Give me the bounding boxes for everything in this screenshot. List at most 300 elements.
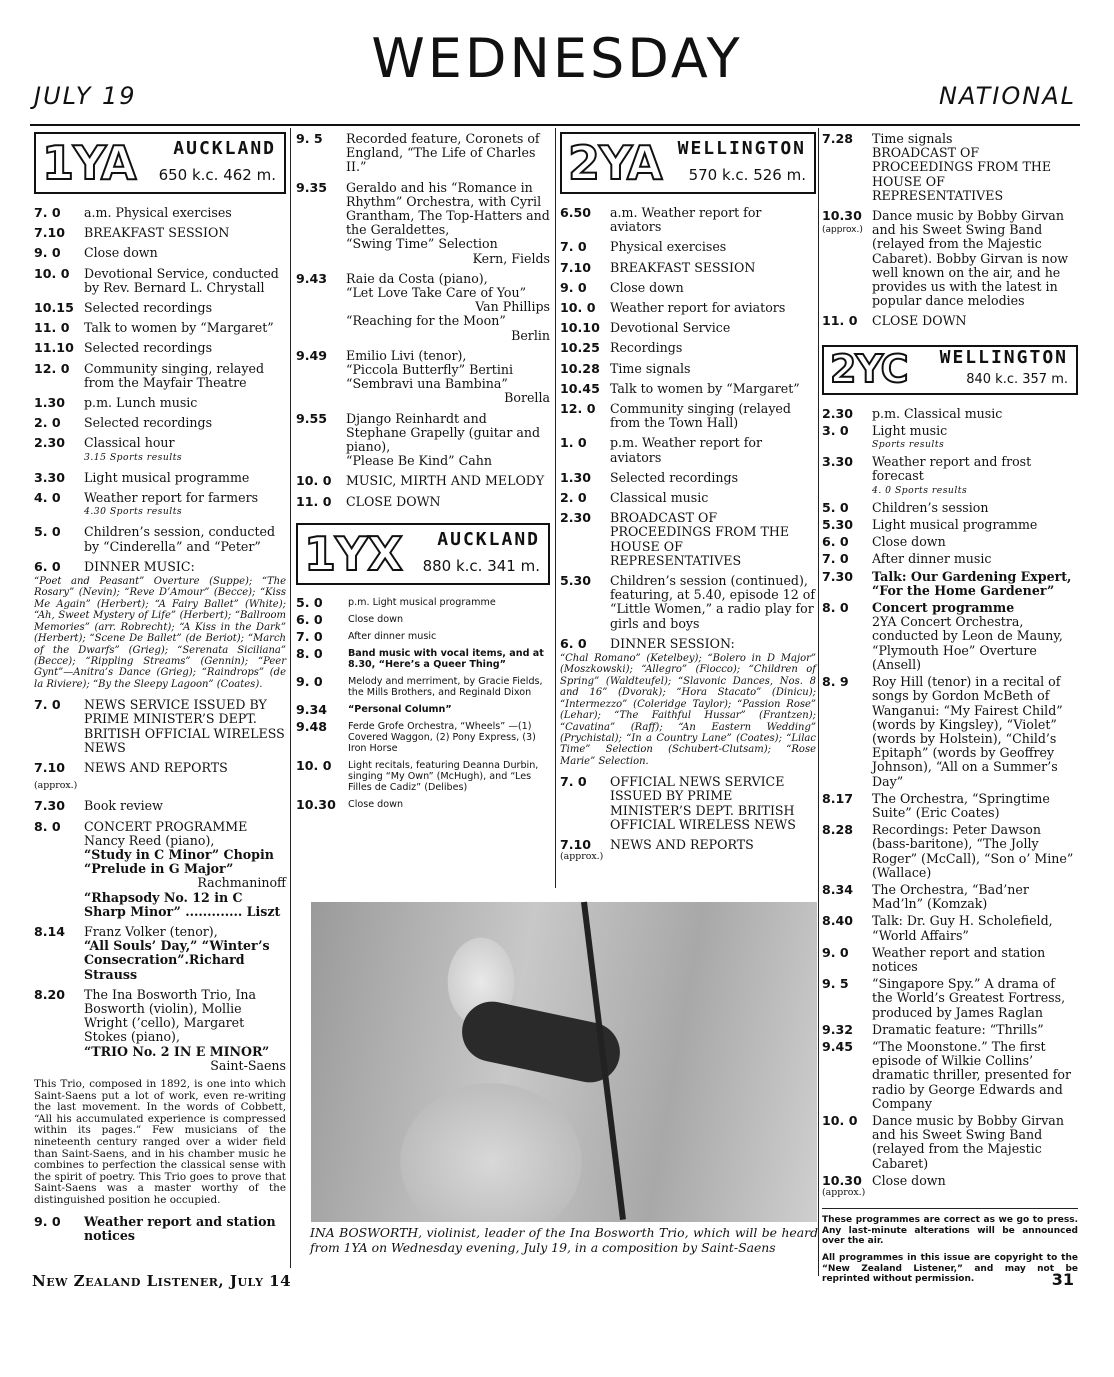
- column-rule: [555, 128, 556, 888]
- dinner-music-list: “Chal Romano” (Ketelbey); “Bolero in D Major” (Moszkowski); “Allegro” (Fiocco); “Children of Spring” (Waldteufel); “Slavonic Dances, Nos. 8 and 16” (Dvorak); “Hora Stacato” (Dinicu); “Intermezzo” (Coleridge Taylor); “Passion Rose” (Lehar); “The Faithful Hussar” (Frantzen); “Cavatina” (Raff); “An Eastern Wedding” (Prychistal); “In a Country Lane” (Coates); “Lilac Time” Selection (Schubert-Clutsam); “Rose Marie” Selection.: [560, 653, 816, 767]
- program-entry: [34, 761, 286, 775]
- station-frequency: 650 k.c. 462 m.: [158, 166, 276, 184]
- program-entry: [34, 820, 286, 919]
- program-entry: [34, 301, 286, 315]
- entry-time: 8. 0: [34, 818, 61, 834]
- entry-time: 7.10: [34, 759, 66, 775]
- entry-desc: Devotional Service, conducted by Rev. Bernard L. Chrystall: [84, 265, 279, 295]
- entry-time: 7.30: [34, 798, 66, 814]
- entry-desc: “Singapore Spy.” A drama of the World’s Greatest Fortress, produced by James Raglan: [872, 976, 1066, 1020]
- entry-time: 8.40: [822, 913, 854, 929]
- entry-work: “Swing Time” Selection: [346, 236, 498, 252]
- entry-desc: DINNER MUSIC:: [84, 558, 195, 574]
- program-entry: [822, 1114, 1078, 1171]
- column-rule: [290, 128, 291, 1268]
- program-entry: [822, 977, 1078, 1020]
- entry-time: 11. 0: [34, 320, 70, 336]
- entry-composer: Rachmaninoff: [197, 875, 286, 891]
- program-entry: [560, 775, 816, 832]
- entry-time: 8. 0: [296, 645, 323, 661]
- entry-time: 9. 0: [296, 673, 323, 689]
- entry-time: 10. 0: [34, 265, 70, 281]
- entry-desc: Community singing (relayed from the Town Hall): [610, 401, 791, 431]
- program-entry: [822, 823, 1078, 880]
- entry-time: 10.28: [560, 360, 600, 376]
- approx-label: (approx.): [560, 851, 604, 863]
- entry-time: 8. 0: [822, 600, 849, 616]
- entry-work: “Prelude in G Major”: [84, 861, 234, 877]
- entry-desc: Emilio Livi (tenor),: [346, 347, 467, 363]
- program-entry: [822, 455, 1078, 498]
- entry-time: 3. 0: [822, 422, 849, 438]
- station-2ya-box: [560, 132, 816, 194]
- entry-work: “Reaching for the Moon”: [346, 313, 506, 329]
- entry-desc: Talk to women by “Margaret”: [610, 380, 800, 396]
- entry-desc: p.m. Lunch music: [84, 395, 198, 411]
- station-logo: 1YX: [304, 526, 402, 581]
- program-entry: [296, 628, 550, 644]
- program-entry: [822, 883, 1078, 911]
- entry-performer: Nancy Reed (piano),: [84, 832, 215, 848]
- entry-composer: Van Phillips: [475, 299, 550, 315]
- entry-time: 9.49: [296, 347, 328, 363]
- program-entry: [822, 132, 1078, 203]
- entry-desc: Dramatic feature: “Thrills”: [872, 1021, 1044, 1037]
- entry-time: 9. 0: [34, 245, 61, 261]
- entry-desc: Devotional Service: [610, 320, 731, 336]
- program-entry: [560, 511, 816, 568]
- program-entry: [34, 321, 286, 335]
- entry-time: 8.14: [34, 923, 66, 939]
- program-entry: [822, 1040, 1078, 1111]
- entry-desc: Classical music: [610, 490, 709, 506]
- entry-time: 11. 0: [296, 493, 332, 509]
- entry-desc: a.m. Physical exercises: [84, 205, 232, 220]
- entry-desc: BREAKFAST SESSION: [610, 259, 756, 275]
- entry-work: “For the Home Gardener”: [872, 582, 1055, 598]
- program-entry: [34, 560, 286, 574]
- entry-time: 8.34: [822, 881, 854, 897]
- program-entry: [296, 796, 550, 812]
- program-entry: [34, 436, 286, 464]
- page-title: WEDNESDAY: [371, 27, 743, 90]
- entry-time: 10.30: [822, 1172, 862, 1188]
- entry-desc: Close down: [84, 245, 158, 261]
- entry-desc: Selected recordings: [84, 340, 213, 356]
- program-entry: [34, 267, 286, 295]
- program-entry: [296, 181, 550, 266]
- entry-time: 10.15: [34, 300, 74, 316]
- entry-desc: DINNER SESSION:: [610, 635, 735, 651]
- entry-time: 7.10: [34, 225, 66, 241]
- program-entry: [296, 349, 550, 406]
- sports-results-note: 4.30 Sports results: [84, 506, 183, 518]
- program-entry: [560, 362, 816, 376]
- entry-desc: Time signals: [872, 131, 953, 146]
- station-logo: 2YA: [568, 136, 662, 190]
- program-entry: [560, 281, 816, 295]
- entry-desc: Django Reinhardt and Stephane Grapelly (guitar and piano),: [346, 410, 541, 455]
- program-entry: [34, 1215, 286, 1243]
- program-entry: [822, 792, 1078, 820]
- entry-time: 9.34: [296, 701, 328, 717]
- entry-time: 7. 0: [34, 697, 61, 713]
- entry-time: 10. 0: [296, 473, 332, 489]
- entry-desc: Time signals: [610, 360, 691, 376]
- entry-desc: p.m. Weather report for aviators: [610, 435, 763, 465]
- program-entry: [822, 314, 1078, 328]
- program-entry: [296, 474, 550, 488]
- entry-work: “Piccola Butterfly” Bertini: [346, 362, 514, 378]
- entry-desc: Geraldo and his “Romance in Rhythm” Orchestra, with Cyril Grantham, The Top-Hatters and the Geraldettes,: [346, 179, 550, 238]
- entry-work: “Let Love Take Care of You”: [346, 285, 527, 301]
- entry-desc: MUSIC, MIRTH AND MELODY: [346, 473, 545, 489]
- entry-desc: Physical exercises: [610, 239, 727, 255]
- program-entry: [296, 495, 550, 509]
- notice-rule: [822, 1208, 1078, 1209]
- entry-time: 6. 0: [822, 534, 849, 550]
- entry-time: 1. 0: [560, 435, 587, 451]
- entry-time: 9.55: [296, 410, 328, 426]
- entry-time: 10.30: [822, 208, 862, 224]
- entry-work: “Sembravi una Bambina”: [346, 376, 508, 392]
- entry-desc: Raie da Costa (piano),: [346, 270, 488, 286]
- dinner-music-list: “Poet and Peasant” Overture (Suppe); “The Rosary” (Nevin); “Reve D’Amour” (Becce); “Kiss Me Again” (Herbert); “A Fairy Ballet” (White); “Ah, Sweet Mystery of Life” (Herbert); “Ballroom Memories” (arr. Robrecht); “A Kiss in the Dark” (Herbert); “Scene De Ballet” (de Beriot); “March of the Dwarfs” (Grieg); “Serenata Siciliana” (Becce); “Rippling Streams” (Gennin); “Peer Gynt”—Anitra’s Dance (Grieg); “Raindrops” (de la Riviere); “By the Sleepy Lagoon” (Coates).: [34, 576, 286, 690]
- sports-results-note: 3.15 Sports results: [84, 451, 183, 463]
- entry-desc: Close down: [348, 613, 404, 625]
- entry-desc: Light musical programme: [84, 469, 250, 485]
- entry-time: 9.48: [296, 718, 328, 734]
- entry-desc: Band music with vocal items, and at 8.30, “Here’s a Queer Thing”: [348, 647, 544, 670]
- entry-desc: “Personal Column”: [348, 703, 452, 715]
- program-entry: [560, 637, 816, 651]
- entry-desc: Selected recordings: [84, 300, 213, 316]
- program-entry: [296, 645, 550, 670]
- entry-desc: The Ina Bosworth Trio, Ina Bosworth (violin), Mollie Wright (’cello), Margaret Stokes (piano),: [84, 986, 257, 1045]
- program-entry: [560, 261, 816, 275]
- entry-desc: Dance music by Bobby Girvan and his Sweet Swing Band (relayed from the Majestic Cabaret): [872, 1112, 1064, 1171]
- entry-desc: After dinner music: [348, 630, 437, 642]
- entry-desc: Light musical programme: [872, 517, 1038, 533]
- entry-desc: Weather report and station notices: [872, 944, 1046, 974]
- entry-composer: Berlin: [511, 327, 550, 343]
- page-date: JULY 19: [34, 82, 137, 110]
- entry-desc: The Orchestra, “Springtime Suite” (Eric Coates): [872, 790, 1050, 820]
- entry-time: 7. 0: [296, 628, 323, 644]
- header-rule: [30, 124, 1080, 126]
- program-entry: [34, 416, 286, 430]
- entry-work: “Study in C Minor” Chopin: [84, 846, 274, 862]
- entry-time: 10.10: [560, 320, 600, 336]
- entry-desc: Dance music by Bobby Girvan and his Sweet Swing Band (relayed from the Majestic Cabaret). Bobby Girvan is now well known on the air, and he provides us with the latest in popular dance melodies: [872, 208, 1069, 309]
- entry-time: 10. 0: [560, 300, 596, 316]
- entry-desc: CLOSE DOWN: [872, 313, 967, 329]
- entry-time: 7.30: [822, 568, 854, 584]
- entry-desc: p.m. Light musical programme: [348, 596, 496, 608]
- entry-time: 2.30: [560, 510, 592, 526]
- station-logo: 1YA: [42, 136, 136, 190]
- station-city: WELLINGTON: [677, 138, 806, 159]
- entry-time: 7.28: [822, 131, 854, 146]
- entry-time: 11. 0: [822, 313, 858, 329]
- entry-desc: a.m. Weather report for aviators: [610, 205, 762, 235]
- approx-label: (approx.): [822, 225, 863, 236]
- entry-time: 9.45: [822, 1038, 854, 1054]
- entry-work: “Rhapsody No. 12 in C Sharp Minor” ............. Liszt: [84, 889, 281, 919]
- program-entry: [822, 675, 1078, 789]
- program-entry: [34, 698, 286, 755]
- program-entry: [560, 240, 816, 254]
- entry-time: 7. 0: [822, 551, 849, 567]
- program-entry: [560, 206, 816, 234]
- entry-time: 1.30: [560, 469, 592, 485]
- column-2ya-cont-2yc: [822, 132, 1078, 1291]
- entry-time: 5.30: [560, 573, 592, 589]
- entry-desc: p.m. Classical music: [872, 405, 1003, 421]
- program-entry: [560, 382, 816, 396]
- station-city: AUCKLAND: [173, 138, 276, 159]
- entry-desc: Children’s session, conducted by “Cinderella” and “Peter”: [84, 524, 276, 554]
- program-entry: [560, 341, 816, 355]
- page-number: 31: [1051, 1270, 1074, 1289]
- entry-desc: Classical hour: [84, 435, 175, 451]
- entry-time: 7. 0: [560, 239, 587, 255]
- program-entry: [34, 226, 286, 240]
- entry-time: 2. 0: [34, 415, 61, 431]
- entry-desc: “The Moonstone.” The first episode of Wilkie Collins’ dramatic thriller, presented for radio by George Edwards and Company: [872, 1038, 1071, 1111]
- entry-desc-extra: BROADCAST OF PROCEEDINGS FROM THE HOUSE OF REPRESENTATIVES: [872, 145, 1052, 203]
- column-2ya: [560, 132, 816, 864]
- program-entry: [34, 396, 286, 410]
- entry-time: 10.45: [560, 380, 600, 396]
- entry-desc: Weather report for aviators: [610, 300, 786, 316]
- program-entry: [296, 132, 550, 175]
- entry-time: 9. 0: [822, 944, 849, 960]
- entry-desc: Weather report for farmers: [84, 490, 259, 506]
- sports-results-note: Sports results: [872, 439, 945, 451]
- magazine-footer: New Zealand Listener, July 14: [32, 1272, 292, 1290]
- program-entry: [296, 701, 550, 717]
- entry-desc: Light recitals, featuring Deanna Durbin, singing “My Own” (McHugh), and “Les Filles de Cadiz” (Delibes): [348, 759, 539, 793]
- program-entry: [296, 718, 550, 754]
- entry-desc: Close down: [610, 279, 684, 295]
- entry-time: 7.10: [560, 259, 592, 275]
- entry-time: 4. 0: [34, 490, 61, 506]
- program-entry: [34, 362, 286, 390]
- entry-desc: Talk: Our Gardening Expert,: [872, 568, 1072, 584]
- program-entry: [296, 594, 550, 610]
- program-entry: [822, 209, 1078, 308]
- program-entry: [296, 673, 550, 698]
- program-entry: [560, 471, 816, 485]
- entry-time: 7. 0: [560, 774, 587, 790]
- entry-desc: Recordings: Peter Dawson (bass-baritone), “The Jolly Roger” (McCall), “Son o’ Mine” (Wallace): [872, 822, 1074, 880]
- entry-desc: Selected recordings: [610, 469, 739, 485]
- entry-desc: Weather report and frost forecast: [872, 454, 1032, 484]
- program-entry: [822, 424, 1078, 452]
- entry-desc: Recordings: [610, 340, 683, 356]
- entry-desc: Book review: [84, 798, 163, 814]
- program-entry: [822, 552, 1078, 566]
- entry-desc: The Orchestra, “Bad’ner Mad’ln” (Komzak): [872, 881, 1029, 912]
- entry-work: “All Souls’ Day,” “Winter’s Consecration”.Richard Strauss: [84, 938, 270, 982]
- entry-time: 1.30: [34, 395, 66, 411]
- program-entry: [34, 206, 286, 220]
- entry-time: 9.35: [296, 179, 328, 195]
- entry-desc: BREAKFAST SESSION: [84, 225, 230, 241]
- entry-time: 8.20: [34, 986, 66, 1002]
- entry-time: 5. 0: [296, 594, 323, 610]
- entry-composer: Kern, Fields: [472, 250, 550, 266]
- program-entry: [822, 501, 1078, 515]
- entry-time: 6. 0: [34, 558, 61, 574]
- entry-desc: Community singing, relayed from the Mayfair Theatre: [84, 360, 265, 390]
- entry-desc: Weather report and station notices: [84, 1213, 276, 1243]
- entry-time: 9.43: [296, 270, 328, 286]
- program-entry: [34, 246, 286, 260]
- entry-time: 9. 0: [34, 1213, 61, 1229]
- entry-work: “Please Be Kind” Cahn: [346, 453, 492, 469]
- entry-time: 6. 0: [560, 635, 587, 651]
- program-entry: [560, 301, 816, 315]
- entry-desc: Close down: [872, 1172, 946, 1188]
- entry-time: 10.30: [296, 796, 336, 812]
- entry-time: 9. 0: [560, 279, 587, 295]
- column-rule: [818, 128, 819, 1276]
- program-entry: [296, 412, 550, 469]
- program-entry: [296, 611, 550, 627]
- program-entry: [296, 757, 550, 793]
- entry-time: 10.25: [560, 340, 600, 356]
- trio-note: This Trio, composed in 1892, is one into which Saint-Saens put a lot of work, even re-writing the last movement. In the words of Cobbett, “All his accumulated experience is compressed within its pages.” Few musicians of the nineteenth century ranged over a wider field than Saint-Saens, and in his chamber music he combines to perfection the classical sense with the spirit of poetry. This Trio goes to prove that Saint-Saens was a master worthy of the distinguished position he occupied.: [34, 1078, 286, 1206]
- entry-desc: Franz Volker (tenor),: [84, 923, 218, 939]
- entry-desc: NEWS AND REPORTS: [610, 836, 754, 852]
- entry-time: 7. 0: [34, 205, 61, 220]
- approx-label: (approx.): [822, 1187, 866, 1198]
- entry-time: 5.30: [822, 517, 854, 533]
- entry-time: 8. 9: [822, 674, 849, 690]
- entry-desc: NEWS AND REPORTS: [84, 759, 228, 775]
- station-frequency: 570 k.c. 526 m.: [688, 166, 806, 184]
- entry-desc: OFFICIAL NEWS SERVICE ISSUED BY PRIME MINISTER’S DEPT. BRITISH OFFICIAL WIRELESS NEWS: [610, 774, 796, 832]
- program-entry: [34, 925, 286, 982]
- entry-desc: After dinner music: [872, 551, 992, 567]
- entry-work: “TRIO No. 2 IN E MINOR”: [84, 1043, 270, 1059]
- program-entry: [822, 518, 1078, 532]
- entry-desc: Talk to women by “Margaret”: [84, 320, 274, 336]
- program-entry: [822, 535, 1078, 549]
- entry-desc: Children’s session: [872, 499, 989, 515]
- entry-desc: BROADCAST OF PROCEEDINGS FROM THE HOUSE OF REPRESENTATIVES: [610, 510, 790, 568]
- program-entry: [560, 402, 816, 430]
- entry-time: 2.30: [822, 405, 854, 421]
- entry-time: 8.17: [822, 790, 854, 806]
- entry-time: 3.30: [34, 469, 66, 485]
- program-entry: [560, 321, 816, 335]
- entry-time: 11.10: [34, 340, 74, 356]
- press-notice: These programmes are correct as we go to press. Any last-minute alterations will be announced over the air.: [822, 1215, 1078, 1247]
- entry-time: 2.30: [34, 435, 66, 451]
- network-label: NATIONAL: [939, 82, 1076, 110]
- program-entry: [296, 272, 550, 343]
- station-1ya-box: [34, 132, 286, 194]
- photo-caption: INA BOSWORTH, violinist, leader of the Ina Bosworth Trio, which will be heard from 1YA on Wednesday evening, July 19, in a composition by Saint-Saens: [310, 1225, 818, 1255]
- sports-results-note: 4. 0 Sports results: [872, 484, 968, 496]
- entry-desc: Ferde Grofe Orchestra, “Wheels” —(1) Covered Waggon, (2) Pony Express, (3) Iron Horse: [348, 720, 536, 754]
- column-1yа: [34, 132, 286, 1249]
- entry-desc: Close down: [348, 798, 404, 810]
- entry-desc-extra: 2YA Concert Orchestra, conducted by Leon de Mauny, “Plymouth Hoe” Overture (Ansell): [872, 614, 1063, 672]
- program-entry: [34, 988, 286, 1073]
- station-city: AUCKLAND: [437, 528, 540, 550]
- entry-desc: NEWS SERVICE ISSUED BY PRIME MINISTER’S DEPT. BRITISH OFFICIAL WIRELESS NEWS: [84, 697, 285, 755]
- program-entry: [560, 491, 816, 505]
- program-entry: [560, 436, 816, 464]
- entry-time: 6. 0: [296, 611, 323, 627]
- entry-desc: CONCERT PROGRAMME: [84, 818, 248, 834]
- approx-label: (approx.): [34, 780, 78, 792]
- entry-desc: Talk: Dr. Guy H. Scholefield, “World Affairs”: [872, 913, 1053, 943]
- entry-desc: Concert programme: [872, 600, 1015, 616]
- station-city: WELLINGTON: [939, 346, 1068, 368]
- entry-desc: Children’s session (continued), featuring, at 5.40, episode 12 of “Little Women,” a radio play for girls and boys: [610, 573, 816, 631]
- program-entry: [822, 570, 1078, 598]
- entry-time: 10. 0: [296, 757, 332, 773]
- column-1ya-cont-1yx: [296, 132, 550, 816]
- entry-time: 10. 0: [822, 1112, 858, 1128]
- program-entry: [34, 491, 286, 519]
- program-entry: [822, 407, 1078, 421]
- entry-time: 3.30: [822, 454, 854, 470]
- station-2yc-box: [822, 345, 1078, 395]
- program-entry: [822, 601, 1078, 672]
- station-logo: 2YC: [830, 346, 908, 391]
- program-entry: [822, 946, 1078, 974]
- entry-time: 9. 5: [296, 131, 323, 146]
- program-entry: [34, 525, 286, 553]
- entry-time: 2. 0: [560, 490, 587, 506]
- entry-desc: Roy Hill (tenor) in a recital of songs by Gordon McBeth of Wanganui: “My Fairest Child” (words by Kingsley), “Violet” (words by Holstein), “Child’s Epitaph” (words by Geoffrey Johnson), “All on a Summer’s Day”: [872, 674, 1063, 789]
- program-entry: [34, 341, 286, 355]
- entry-desc: Close down: [872, 534, 946, 550]
- violinist-photo: [311, 902, 817, 1222]
- station-frequency: 880 k.c. 341 m.: [422, 556, 540, 575]
- entry-time: 6.50: [560, 205, 592, 220]
- station-frequency: 840 k.c. 357 m.: [966, 371, 1068, 387]
- copyright-notice: All programmes in this issue are copyright to the “New Zealand Listener,” and may not be reprinted without permission.: [822, 1252, 1078, 1285]
- program-entry: [34, 799, 286, 813]
- program-entry: [822, 914, 1078, 942]
- entry-time: 5. 0: [34, 524, 61, 540]
- entry-time: 9.32: [822, 1021, 854, 1037]
- entry-desc: CLOSE DOWN: [346, 493, 441, 509]
- entry-desc: Light music: [872, 422, 948, 438]
- entry-time: 12. 0: [34, 360, 70, 376]
- entry-desc: Melody and merriment, by Gracie Fields, the Mills Brothers, and Reginald Dixon: [348, 675, 543, 698]
- entry-time: 8.28: [822, 822, 854, 838]
- entry-time: 7.10: [560, 836, 592, 852]
- entry-desc: Recorded feature, Coronets of England, “The Life of Charles II.”: [346, 131, 540, 175]
- entry-time: 5. 0: [822, 499, 849, 515]
- entry-composer: Borella: [504, 390, 550, 406]
- entry-time: 12. 0: [560, 401, 596, 417]
- entry-desc: Selected recordings: [84, 415, 213, 431]
- entry-composer: Saint-Saens: [210, 1057, 286, 1073]
- station-1yx-box: [296, 523, 550, 585]
- program-entry: [560, 574, 816, 631]
- entry-time: 9. 5: [822, 976, 849, 992]
- program-entry: [34, 471, 286, 485]
